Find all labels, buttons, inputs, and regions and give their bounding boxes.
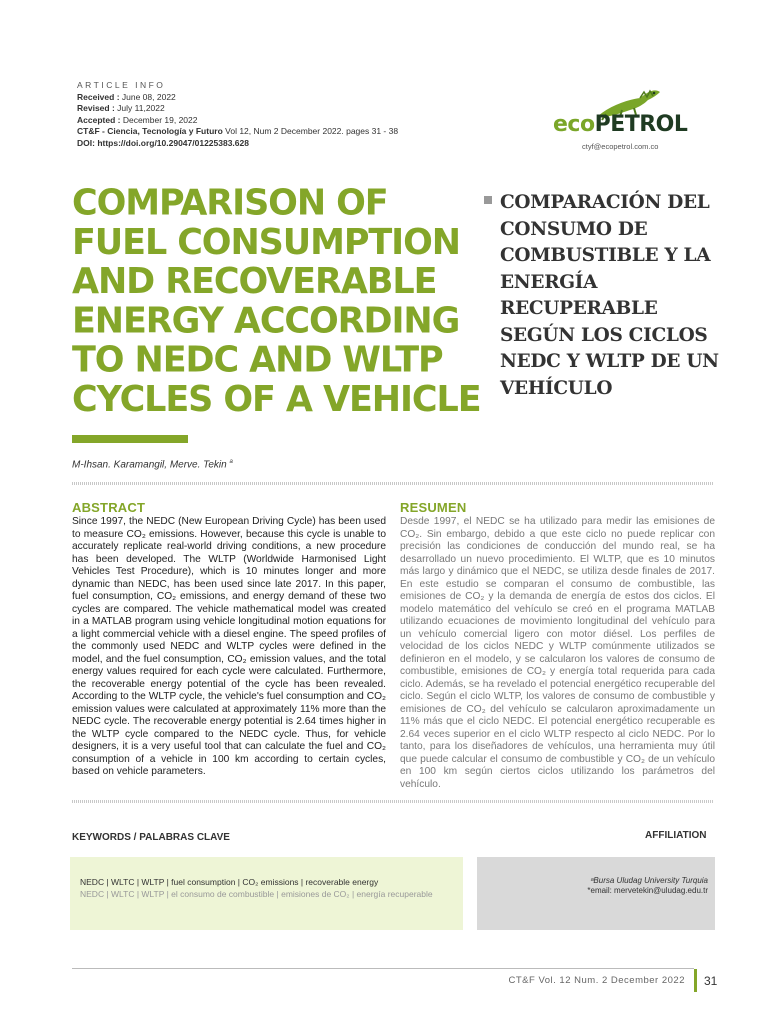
doi[interactable]: DOI: https://doi.org/10.29047/01225383.628 — [77, 137, 249, 148]
keywords-spanish: NEDC | WLTC | WLTP | el consumo de combustible | emisiones de CO₂ | energía recuperable — [80, 889, 433, 899]
revised-date: Revised : July 11,2022 — [77, 103, 165, 114]
journal-citation: CT&F - Ciencia, Tecnología y Futuro Vol 12, Num 2 December 2022. pages 31 - 38 — [77, 126, 399, 137]
page-number-bar — [694, 969, 697, 992]
ecopetrol-logo — [548, 82, 718, 162]
article-info — [77, 80, 398, 150]
affiliation-institution: ᵃBursa Uludag University Turquia — [590, 876, 708, 885]
journal-email[interactable]: ctyf@ecopetrol.com.co — [582, 142, 659, 151]
title-spanish: COMPARACIÓN DEL CONSUMO DE COMBUSTIBLE Y LA ENERGÍA RECUPERABLE SEGÚN LOS CICLOS NEDC Y WLTP DE UN VEHÍCULO — [500, 192, 719, 399]
resumen-body: Desde 1997, el NEDC se ha utilizado para medir las emisiones de CO₂. Sin embargo, debido a que este ciclo no puede replicar con precisión las condiciones de conducción del mundo real, se ha desarrollado un nuevo procedimiento. El WLTP, que es 10 minutos más largo y dinámico que el NEDC, se utiliza desde finales de 2017. En este estudio se comparan el consumo de combustible, las emisiones de CO₂ y la demanda de energía de estos dos ciclos. El modelo matemático del vehículo se creó en el programa MATLAB utilizando ecuaciones de movimiento longitudinal del vehículo para un vehículo comercial ligero con motor diésel. Los perfiles de velocidad de los ciclos NEDC y WLTP comúnmente utilizados se definieron en el modelo, y se calcularon los valores de consumo de combustible, emisiones de CO₂ y energía total requerida para cada ciclo. Además, se ha revelado el potencial energético recuperable del ciclo. Según el ciclo WLTP, los valores de consumo de combustible y emisiones de CO₂ del vehículo se calcularon aproximadamente un 11% más que el ciclo NEDC. El potencial energético recuperable es 2.64 veces superior en el ciclo WLTP respecto al ciclo NEDC. Por lo tanto, para los diseñadores de vehículos, una herramienta muy útil que puede calcular el consumo de combustible y CO₂ de un vehículo en 100 km según ciertos ciclos utilizando los parámetros del vehículo. — [400, 516, 715, 790]
footer-journal: CT&F Vol. 12 Num. 2 December 2022 — [508, 975, 685, 986]
accepted-date: Accepted : December 19, 2022 — [77, 114, 198, 125]
section-divider — [72, 482, 714, 485]
authors: M-Ihsan. Karamangil, Merve. Tekin $^a$ — [72, 459, 233, 471]
article-info-heading: ARTICLE INFO — [77, 80, 166, 90]
logo-wordmark: ecoPETROL — [553, 112, 688, 137]
title-bullet-square — [484, 196, 492, 204]
footer-rule — [72, 968, 694, 969]
affiliation-email[interactable]: *email: mervetekin@uludag.edu.tr — [587, 886, 708, 895]
affiliation-heading: AFFILIATION — [645, 830, 707, 841]
keywords-heading: KEYWORDS / PALABRAS CLAVE — [72, 832, 230, 843]
page-number: 31 — [704, 974, 718, 988]
abstract-body: Since 1997, the NEDC (New European Driving Cycle) has been used to measure CO₂ emissions. However, because this cycle is unable to accurately replicate real-world driving conditions, a new procedure has been developed. The WLTP (Worldwide Harmonised Light Vehicles Test Procedure), which is 10 minutes longer and more dynamic than NEDC, has been used since late 2017. In this paper, fuel consumption, CO₂ emissions, and energy demand of these two cycles are compared. The vehicle mathematical model was created in a MATLAB program using vehicle longitudinal motion equations for a light commercial vehicle with a diesel engine. The speed profiles of the commonly used NEDC and WLTP cycles were defined in the model, and the fuel consumption, CO₂ emission values, and the total energy values required for each cycle were calculated. Furthermore, the recoverable energy potential of the cycle has been revealed. According to the WLTP cycle, the vehicle's fuel consumption and CO₂ emission values were calculated at approximately 11% more than the NEDC cycle. The recoverable energy potential is 2.64 times higher in the WLTP cycle compared to the NEDC cycle. Thus, for vehicle designers, it is a very useful tool that can calculate the fuel and CO₂ consumption of a vehicle in 100 km according to certain cycles, based on vehicle parameters. — [72, 516, 386, 777]
title-accent-bar — [72, 435, 188, 443]
section-divider — [72, 800, 714, 803]
received-date: Received : June 08, 2022 — [77, 91, 176, 102]
abstract-heading: ABSTRACT — [72, 500, 146, 515]
keywords-english: NEDC | WLTC | WLTP | fuel consumption | CO₂ emissions | recoverable energy — [80, 877, 379, 887]
resumen-heading: RESUMEN — [400, 500, 467, 515]
title-english: COMPARISON OF FUEL CONSUMPTION AND RECOVERABLE ENERGY ACCORDING TO NEDC AND WLTP CYCLES OF A VEHICLE — [72, 182, 481, 420]
